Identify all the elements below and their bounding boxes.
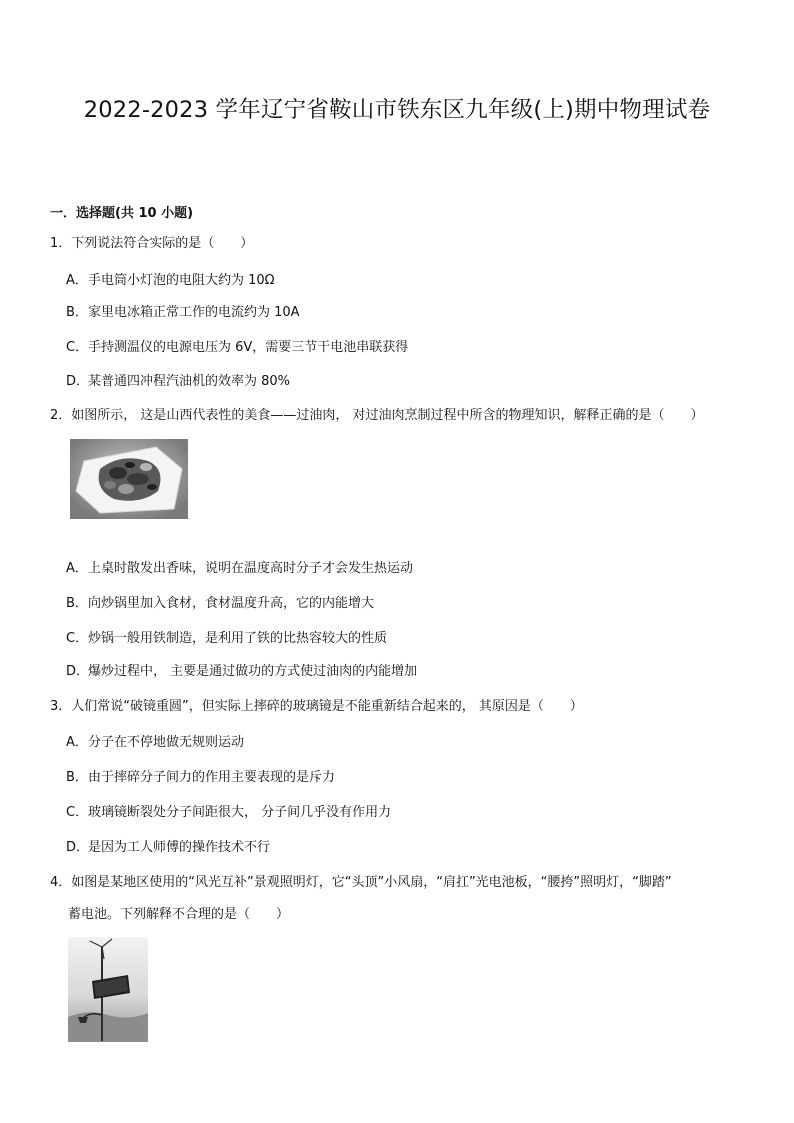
option-key: B． [66,305,88,320]
option-text: 由于摔碎分子间力的作用主要表现的是斥力 [88,770,336,785]
q3-option-b [66,767,335,789]
option-key: B． [66,770,88,785]
q3-option-c [66,802,391,824]
option-text: 爆炒过程中， 主要是通过做功的方式使过油肉的内能增加 [88,664,418,679]
food-dish-illustration [70,439,188,519]
option-text: 上桌时散发出香味，说明在温度高时分子才会发生热运动 [88,561,414,576]
street-lamp-image [68,937,148,1042]
option-text: 玻璃镜断裂处分子间距很大， 分子间几乎没有作用力 [88,805,392,820]
option-text: 家里电冰箱正常工作的电流约为 10A [88,305,300,320]
option-key: A． [66,561,88,576]
option-key: C． [66,340,89,355]
option-key: C． [66,805,89,820]
option-text: 某普通四冲程汽油机的效率为 80% [88,374,291,389]
q3-option-a [66,732,244,754]
option-text: 手电筒小灯泡的电阻大约为 10Ω [88,273,275,288]
option-text: 分子在不停地做无规则运动 [88,735,245,750]
question-4-stem: 4．如图是某地区使用的“风光互补”景观照明灯，它“头顶”小风扇，“肩扛”光电池板，“腰挎”照明灯，“脚踏” [50,875,672,890]
question-2-stem: 2．如图所示， 这是山西代表性的美食——过油肉， 对过油肉烹制过程中所含的物理知识，解释正确的是（ ） [50,408,704,423]
question-4-stem-cont: 蓄电池。下列解释不合理的是（ ） [68,907,290,922]
question-3-stem: 3．人们常说“破镜重圆”，但实际上摔碎的玻璃镜是不能重新结合起来的， 其原因是（ ） [50,699,583,714]
q1-option-b [66,302,300,324]
q3-option-d [66,837,270,859]
option-key: A． [66,735,88,750]
q2-option-c [66,628,387,650]
section-heading: 一．选择题(共 10 小题) [50,206,194,221]
page-title: 2022-2023 学年辽宁省鞍山市铁东区九年级(上)期中物理试卷 [83,97,711,123]
option-text: 手持测温仪的电源电压为 6V，需要三节干电池串联获得 [88,340,409,355]
q2-option-d [66,661,417,683]
option-key: D． [66,374,90,389]
option-text: 向炒锅里加入食材，食材温度升高，它的内能增大 [88,596,375,611]
q1-option-a [66,270,275,292]
q2-option-b [66,593,374,615]
option-key: C． [66,631,89,646]
option-key: B． [66,596,88,611]
q2-option-a [66,558,413,580]
q1-option-d [66,371,290,393]
wind-solar-lamp-illustration [68,937,148,1042]
option-key: D． [66,664,90,679]
option-text: 是因为工人师傅的操作技术不行 [88,840,271,855]
question-1-stem: 1．下列说法符合实际的是（ ） [50,236,254,251]
option-key: D． [66,840,90,855]
option-key: A． [66,273,88,288]
q1-option-c [66,337,408,359]
food-dish-image [70,439,188,519]
option-text: 炒锅一般用铁制造，是利用了铁的比热容较大的性质 [88,631,388,646]
